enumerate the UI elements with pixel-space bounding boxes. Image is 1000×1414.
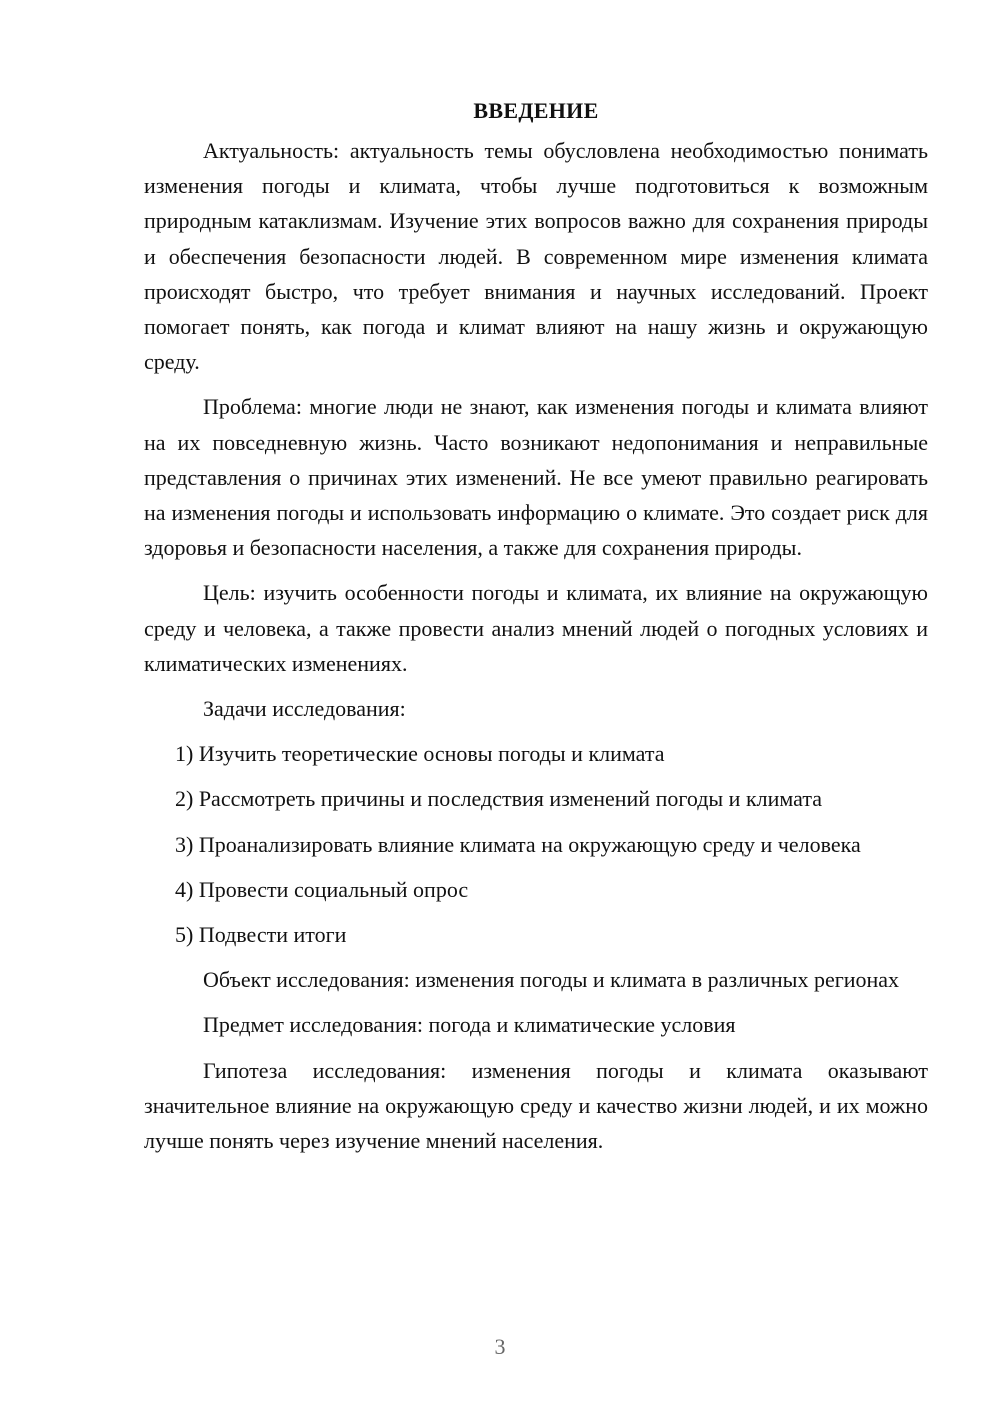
page-title: ВВЕДЕНИЕ: [473, 98, 599, 123]
task-item-2: 2) Рассмотреть причины и последствия изменений погоды и климата: [175, 786, 823, 812]
task-item-3: 3) Проанализировать влияние климата на окружающую среду и человека: [175, 831, 861, 857]
task-item-1: 1) Изучить теоретические основы погоды и климата: [175, 741, 665, 767]
goal-paragraph: Цель: изучить особенности погоды и климата, их влияние на окружающую среду и человека, а также провести анализ мнений людей о погодных условиях и климатических изменениях.: [144, 580, 928, 676]
task-item-4: 4) Провести социальный опрос: [175, 876, 469, 902]
object-paragraph: Объект исследования: изменения погоды и климата в различных регионах: [203, 967, 900, 993]
subject-paragraph: Предмет исследования: погода и климатические условия: [203, 1012, 736, 1038]
hypothesis-paragraph: Гипотеза исследования: изменения погоды и климата оказывают значительное влияние на окружающую среду и качество жизни людей, и их можно лучше понять через изучение мнений населения.: [144, 1057, 928, 1154]
task-item-5: 5) Подвести итоги: [175, 922, 347, 948]
tasks-heading: Задачи исследования:: [203, 696, 406, 722]
relevance-paragraph: Актуальность: актуальность темы обусловлена необходимостью понимать изменения погоды и климата, чтобы лучше подготовиться к возможным природным катаклизмам. Изучение этих вопросов важно для сохранения природы и обеспечения безопасности людей. В современном мире изменения климата происходят быстро, что требует внимания и научных исследований. Проект помогает понять, как погода и климат влияют на нашу жизнь и окружающую среду.: [144, 138, 928, 375]
page-number: 3: [494, 1334, 506, 1359]
page-content: [144, 93, 928, 1168]
problem-paragraph: Проблема: многие люди не знают, как изменения погоды и климата влияют на их повседневную жизнь. Часто возникают недопонимания и неправильные представления о причинах этих изменений. Не все умеют правильно реагировать на изменения погоды и использовать информацию о климате. Это создает риск для здоровья и безопасности населения, а также для сохранения природы.: [144, 394, 928, 561]
